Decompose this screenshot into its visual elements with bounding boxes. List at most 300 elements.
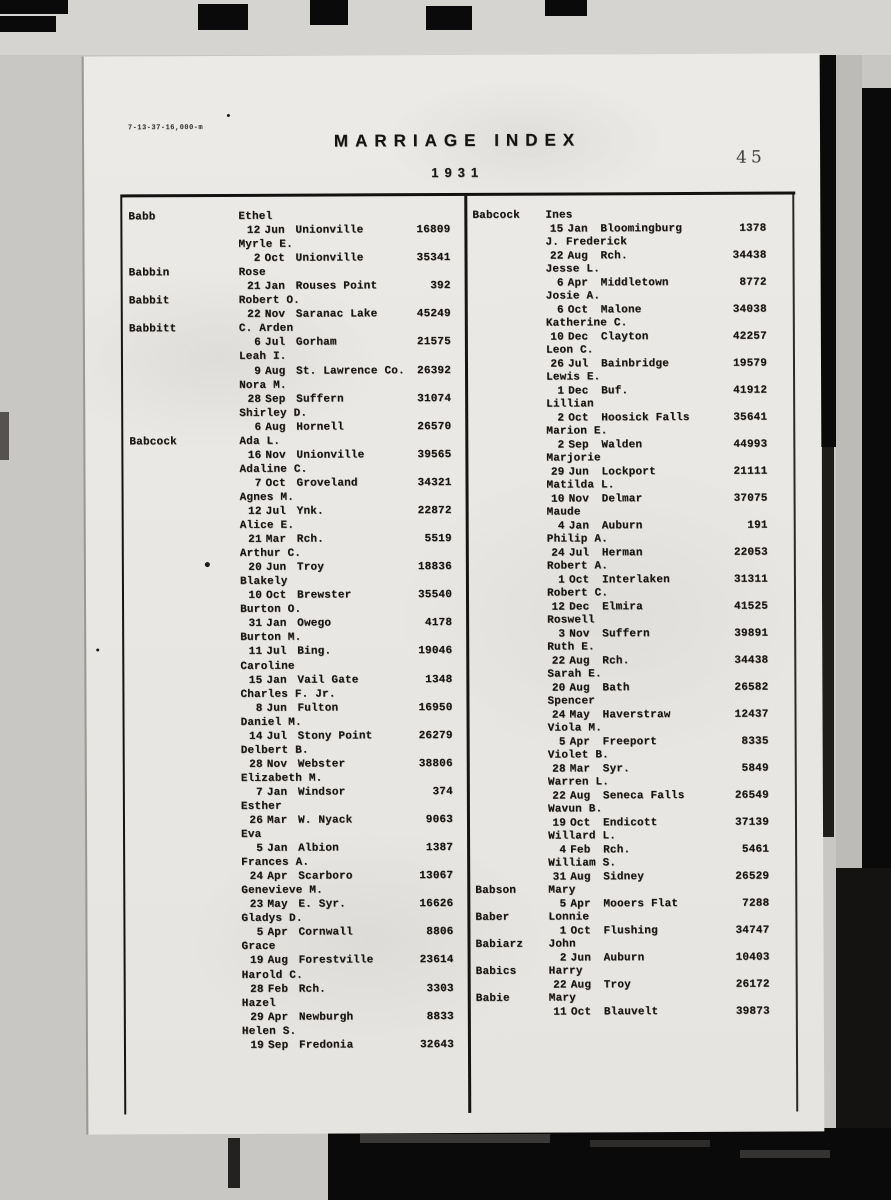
given-name: Elizabeth M. xyxy=(240,772,323,785)
entry-date-month: Jan xyxy=(568,519,590,532)
index-entry-detail-row xyxy=(123,814,461,830)
entry-date-day: 21 xyxy=(247,281,261,294)
surname-cell: Babcock xyxy=(472,209,520,222)
entry-place: Delmar xyxy=(601,492,643,505)
index-entry-name-row xyxy=(123,912,461,928)
entry-date-month: Jun xyxy=(264,224,285,237)
entry-date-month: Jun xyxy=(266,702,287,715)
entry-date-month: Sep xyxy=(265,393,286,406)
film-edge-mark xyxy=(310,0,348,25)
index-entry-detail-row xyxy=(121,280,459,296)
entry-place: Rch. xyxy=(602,654,630,667)
film-bottom-speckle xyxy=(360,1134,550,1143)
entry-date-day: 12 xyxy=(551,601,566,614)
index-entry-name-row xyxy=(121,463,459,479)
index-entry-detail-row xyxy=(471,897,798,912)
given-name: Burton O. xyxy=(240,603,302,617)
index-entry-name-row xyxy=(121,350,459,366)
entry-certificate-number: 45249 xyxy=(416,308,451,321)
index-entry-name-row xyxy=(122,659,460,675)
document-page xyxy=(82,53,825,1134)
given-name: Genevieve M. xyxy=(241,884,323,898)
entry-place: Syr. xyxy=(602,762,631,775)
index-entry-name-row xyxy=(123,772,461,788)
given-name: Lonnie xyxy=(548,911,590,924)
index-entry-name-row xyxy=(123,856,461,872)
index-entry-name-row xyxy=(470,532,797,547)
entry-date-month: Oct xyxy=(567,303,589,316)
entry-certificate-number: 39891 xyxy=(734,627,769,640)
index-entry-name-row xyxy=(469,263,796,278)
entry-place: Auburn xyxy=(601,519,643,532)
entry-date-month: Aug xyxy=(569,789,591,802)
index-entry-name-row xyxy=(472,991,799,1006)
index-entry-detail-row xyxy=(122,589,460,605)
entry-place: Sidney xyxy=(603,870,645,883)
index-entry-detail-row xyxy=(471,870,798,885)
entry-date-month: Nov xyxy=(266,758,288,771)
entry-place: Lockport xyxy=(601,465,656,478)
entry-place: Gorham xyxy=(295,336,337,350)
index-entry-name-row xyxy=(468,236,795,251)
entry-certificate-number: 39565 xyxy=(417,448,452,461)
index-column-left xyxy=(120,210,462,1054)
entry-date-day: 6 xyxy=(254,421,262,434)
entry-date-day: 23 xyxy=(249,899,264,912)
entry-date-day: 20 xyxy=(551,682,566,695)
entry-date-day: 2 xyxy=(557,439,565,452)
index-entry-name-row xyxy=(470,613,797,628)
given-name: J. Frederick xyxy=(545,236,628,249)
entry-date-day: 24 xyxy=(551,547,565,560)
index-entry-detail-row xyxy=(121,449,459,465)
entry-certificate-number: 32643 xyxy=(419,1038,454,1051)
film-edge-smudge xyxy=(0,412,9,460)
entry-certificate-number: 38806 xyxy=(418,757,453,770)
entry-certificate-number: 31074 xyxy=(417,392,452,405)
index-entry-detail-row xyxy=(471,708,798,723)
given-name: Violet B. xyxy=(547,749,609,762)
index-entry-detail-row xyxy=(470,519,797,534)
index-entry-detail-row xyxy=(121,336,459,352)
entry-date-day: 1 xyxy=(559,925,567,938)
film-corner-block xyxy=(836,868,891,1132)
index-entry-name-row xyxy=(469,425,796,440)
entry-certificate-number: 191 xyxy=(747,519,768,532)
film-bar-right-inner-lower xyxy=(822,447,834,837)
entry-certificate-number: 21111 xyxy=(733,465,768,478)
entry-certificate-number: 41912 xyxy=(733,384,768,397)
given-name: Ines xyxy=(545,209,573,222)
entry-date-day: 22 xyxy=(247,309,261,322)
entry-date-month: Oct xyxy=(568,411,589,424)
entry-certificate-number: 21575 xyxy=(416,336,451,349)
index-entry-name-row xyxy=(470,559,797,574)
index-entry-name-row xyxy=(472,937,799,952)
index-entry-name-row xyxy=(469,290,796,305)
entry-date-month: Aug xyxy=(267,955,289,968)
index-entry-name-row xyxy=(120,210,458,226)
index-entry-detail-row xyxy=(471,843,798,858)
entry-date-month: Jul xyxy=(266,730,288,743)
index-entry-detail-row xyxy=(472,978,799,993)
given-name: Wavun B. xyxy=(547,803,603,816)
entry-date-month: Apr xyxy=(567,276,589,289)
surname-cell: Babcock xyxy=(129,435,177,449)
entry-place: Mooers Flat xyxy=(603,897,679,910)
entry-certificate-number: 37075 xyxy=(733,492,768,505)
entry-certificate-number: 37139 xyxy=(734,816,770,829)
entry-certificate-number: 41525 xyxy=(734,600,769,613)
index-entry-name-row xyxy=(470,586,797,601)
index-entry-detail-row xyxy=(469,411,796,426)
film-bottom-mark xyxy=(228,1138,240,1188)
given-name: Lewis E. xyxy=(546,371,601,384)
surname-cell: Babiarz xyxy=(475,938,524,951)
index-entry-detail-row xyxy=(121,421,459,437)
entry-date-month: Jun xyxy=(265,561,287,574)
entry-date-month: Jun xyxy=(570,951,592,964)
entry-certificate-number: 34038 xyxy=(732,303,767,316)
given-name: Mary xyxy=(548,992,577,1005)
index-entry-detail-row xyxy=(124,1011,462,1027)
entry-place: Bath xyxy=(602,681,630,694)
entry-date-day: 3 xyxy=(558,628,566,641)
index-entry-detail-row xyxy=(469,357,796,372)
entry-certificate-number: 1387 xyxy=(425,842,454,855)
entry-date-day: 10 xyxy=(550,331,564,344)
index-entry-detail-row xyxy=(470,654,797,669)
entry-certificate-number: 34321 xyxy=(417,476,452,490)
index-entry-detail-row xyxy=(470,600,797,615)
entry-date-day: 10 xyxy=(550,493,565,506)
entry-place: Flushing xyxy=(603,924,658,937)
index-entry-name-row xyxy=(122,491,460,507)
entry-place: Fulton xyxy=(297,702,339,715)
index-entry-name-row xyxy=(124,968,462,984)
print-run-note: 7-13-37-16,000-m xyxy=(127,124,204,133)
entry-date-month: Aug xyxy=(265,421,286,434)
given-name: Frances A. xyxy=(241,856,310,870)
index-entry-name-row xyxy=(471,775,798,790)
entry-date-day: 6 xyxy=(254,337,261,350)
given-name: Robert O. xyxy=(238,294,300,308)
film-edge-mark xyxy=(545,0,587,16)
film-bar-right-outer xyxy=(862,88,891,870)
entry-date-month: Nov xyxy=(265,449,286,462)
entry-certificate-number: 35641 xyxy=(733,411,768,424)
entry-date-day: 19 xyxy=(249,955,264,968)
index-entry-detail-row xyxy=(469,303,796,318)
entry-certificate-number: 19579 xyxy=(732,357,768,370)
index-entry-detail-row xyxy=(470,681,797,696)
entry-certificate-number: 16626 xyxy=(419,898,454,911)
index-entry-detail-row xyxy=(471,762,798,777)
entry-date-month: Dec xyxy=(568,384,589,397)
index-entry-name-row xyxy=(121,294,459,310)
entry-certificate-number: 392 xyxy=(430,280,451,293)
entry-date-day: 24 xyxy=(551,709,566,722)
film-edge-mark xyxy=(0,0,68,14)
entry-date-month: Aug xyxy=(569,681,590,694)
index-entry-detail-row xyxy=(122,645,460,661)
index-entry-name-row xyxy=(470,505,797,520)
surname-cell: Babbit xyxy=(128,295,170,308)
entry-place: Vail Gate xyxy=(297,673,359,687)
entry-date-month: Aug xyxy=(569,654,590,667)
entry-certificate-number: 22053 xyxy=(733,546,768,559)
entry-place: Saranac Lake xyxy=(295,308,378,322)
entry-place: Windsor xyxy=(297,786,346,799)
entry-place: Newburgh xyxy=(298,1011,354,1024)
entry-place: Cornwall xyxy=(298,926,353,940)
entry-certificate-number: 4178 xyxy=(424,617,453,630)
entry-place: Albion xyxy=(298,842,339,855)
entry-date-day: 15 xyxy=(549,223,564,236)
index-entry-name-row xyxy=(471,910,798,925)
given-name: Mary xyxy=(548,884,576,897)
index-entry-detail-row xyxy=(469,438,796,453)
index-entry-detail-row xyxy=(122,533,460,549)
entry-place: Bloomingburg xyxy=(600,222,683,235)
index-entry-detail-row xyxy=(468,222,795,237)
entry-date-day: 28 xyxy=(250,983,264,996)
index-entry-detail-row xyxy=(124,954,462,970)
index-entry-detail-row xyxy=(470,492,797,507)
given-name: Blakely xyxy=(239,575,288,589)
entry-date-day: 16 xyxy=(247,449,262,462)
index-entry-detail-row xyxy=(121,364,459,380)
entry-date-month: Apr xyxy=(267,927,288,940)
index-entry-detail-row xyxy=(471,924,798,939)
entry-date-day: 12 xyxy=(246,224,261,237)
entry-place: Troy xyxy=(296,561,325,574)
entry-place: Rch. xyxy=(603,843,631,856)
entry-date-day: 31 xyxy=(248,618,263,631)
entry-certificate-number: 1378 xyxy=(739,222,767,235)
entry-certificate-number: 18836 xyxy=(417,561,452,574)
index-entry-detail-row xyxy=(121,252,459,268)
given-name: Maude xyxy=(546,506,581,519)
index-entry-detail-row xyxy=(471,735,798,750)
given-name: Ada L. xyxy=(239,435,281,448)
ink-dot xyxy=(227,114,230,117)
entry-date-month: Apr xyxy=(569,735,591,748)
given-name: Burton M. xyxy=(240,632,302,645)
entry-date-day: 28 xyxy=(249,758,263,771)
index-entry-name-row xyxy=(469,344,796,359)
entry-place: Groveland xyxy=(296,477,358,490)
entry-date-day: 7 xyxy=(256,786,263,799)
entry-certificate-number: 35341 xyxy=(416,252,451,265)
given-name: Rose xyxy=(238,267,266,280)
entry-date-month: Oct xyxy=(568,573,590,586)
index-entry-detail-row xyxy=(469,249,796,264)
entry-certificate-number: 19046 xyxy=(418,645,453,658)
index-entry-detail-row xyxy=(471,816,798,831)
entry-certificate-number: 26529 xyxy=(735,870,770,883)
given-name: Caroline xyxy=(240,660,295,673)
entry-date-day: 6 xyxy=(556,304,564,317)
entry-date-month: Jan xyxy=(264,280,286,294)
index-entry-name-row xyxy=(469,452,796,467)
entry-date-day: 12 xyxy=(248,505,262,518)
entry-date-month: Jan xyxy=(266,618,287,631)
index-entry-detail-row xyxy=(469,276,796,291)
entry-date-month: Aug xyxy=(570,870,591,883)
entry-place: E. Syr. xyxy=(298,898,346,911)
entry-certificate-number: 16809 xyxy=(416,224,451,237)
entry-certificate-number: 34747 xyxy=(735,924,770,937)
entry-date-day: 1 xyxy=(558,574,565,587)
index-entry-name-row xyxy=(124,1025,462,1041)
entry-place: Auburn xyxy=(603,951,645,964)
given-name: Ethel xyxy=(238,210,273,223)
surname-cell: Babb xyxy=(128,211,156,224)
entry-date-day: 28 xyxy=(552,763,566,776)
entry-date-day: 5 xyxy=(256,927,264,940)
entry-place: Haverstraw xyxy=(602,708,671,721)
given-name: Harry xyxy=(548,965,583,978)
entry-date-month: Feb xyxy=(267,983,289,996)
entry-date-month: Jul xyxy=(266,646,287,659)
entry-date-day: 4 xyxy=(557,520,565,533)
index-entry-detail-row xyxy=(122,561,460,577)
entry-date-month: Jul xyxy=(264,337,286,350)
film-edge-mark xyxy=(426,6,472,30)
index-entry-name-row xyxy=(471,883,798,898)
index-entry-detail-row xyxy=(122,702,460,718)
film-edge-mark xyxy=(0,16,56,32)
entry-place: Hoosick Falls xyxy=(601,411,690,424)
given-name: Marjorie xyxy=(546,452,601,465)
entry-date-day: 4 xyxy=(559,844,567,857)
entry-date-month: Jul xyxy=(568,546,590,559)
index-entry-name-row xyxy=(122,688,460,704)
given-name: Leah I. xyxy=(238,351,287,364)
given-name: Nora M. xyxy=(239,379,287,392)
index-entry-detail-row xyxy=(470,627,797,642)
index-column-right xyxy=(468,209,799,1020)
given-name: Hazel xyxy=(241,997,276,1010)
entry-date-month: Jun xyxy=(568,465,589,478)
entry-place: Clayton xyxy=(600,330,649,343)
entry-date-day: 24 xyxy=(249,871,264,884)
ink-dot xyxy=(96,649,99,652)
entry-place: Walden xyxy=(601,438,643,451)
entry-date-day: 29 xyxy=(550,466,565,479)
index-entry-detail-row xyxy=(121,477,459,493)
entry-certificate-number: 374 xyxy=(432,785,453,799)
entry-date-month: Nov xyxy=(264,309,286,322)
entry-certificate-number: 35540 xyxy=(417,589,453,602)
entry-place: Middletown xyxy=(600,276,669,289)
entry-place: Interlaken xyxy=(601,573,670,586)
index-entry-name-row xyxy=(123,884,461,900)
given-name: Alice E. xyxy=(239,519,295,532)
index-entry-name-row xyxy=(470,694,797,709)
entry-date-month: Apr xyxy=(570,897,591,910)
given-name: Arthur C. xyxy=(239,547,302,561)
index-entry-name-row xyxy=(471,856,798,871)
entry-date-month: Apr xyxy=(267,1011,289,1024)
index-entry-name-row xyxy=(469,317,796,332)
index-entry-name-row xyxy=(120,238,458,254)
entry-place: Forestville xyxy=(298,954,374,968)
page-year: 1931 xyxy=(431,164,485,181)
film-bottom-speckle xyxy=(590,1140,710,1147)
given-name: Viola M. xyxy=(547,722,603,735)
entry-date-month: Mar xyxy=(569,762,591,775)
entry-date-month: Sep xyxy=(568,438,589,451)
given-name: Adaline C. xyxy=(239,463,308,476)
entry-certificate-number: 8335 xyxy=(741,735,769,748)
entry-date-month: Oct xyxy=(264,252,285,265)
index-entry-detail-row xyxy=(469,465,796,480)
index-entry-detail-row xyxy=(469,330,796,345)
entry-date-month: May xyxy=(267,899,288,912)
entry-date-day: 20 xyxy=(248,562,262,575)
entry-place: Herman xyxy=(601,546,643,559)
given-name: John xyxy=(548,938,576,951)
entry-date-day: 1 xyxy=(557,385,565,398)
entry-date-day: 10 xyxy=(248,590,263,603)
entry-date-day: 7 xyxy=(254,477,262,490)
entry-certificate-number: 26279 xyxy=(418,729,453,742)
film-bar-right-inner xyxy=(819,55,836,447)
given-name: Eva xyxy=(241,828,262,841)
entry-certificate-number: 8772 xyxy=(739,276,767,289)
entry-place: Unionville xyxy=(295,252,364,265)
index-entry-name-row xyxy=(121,407,459,423)
entry-place: Elmira xyxy=(602,600,643,613)
film-edge-mark xyxy=(198,4,248,30)
given-name: Roswell xyxy=(547,614,595,627)
given-name: Helen S. xyxy=(241,1025,297,1038)
index-entry-detail-row xyxy=(472,951,799,966)
entry-place: Rouses Point xyxy=(295,280,378,293)
given-name: Marion E. xyxy=(546,425,608,438)
entry-place: Endicott xyxy=(602,816,658,829)
index-entry-name-row xyxy=(123,716,461,732)
entry-date-day: 5 xyxy=(256,842,264,855)
given-name: Katherine C. xyxy=(545,317,628,330)
entry-date-month: Aug xyxy=(265,365,286,378)
index-entry-name-row xyxy=(470,479,797,494)
entry-date-day: 19 xyxy=(250,1039,264,1052)
entry-place: Freeport xyxy=(602,735,658,748)
given-name: Spencer xyxy=(547,695,596,708)
entry-date-month: Nov xyxy=(568,492,590,505)
entry-certificate-number: 26549 xyxy=(734,789,769,802)
given-name: Sarah E. xyxy=(547,668,602,681)
index-entry-detail-row xyxy=(124,983,462,999)
entry-place: Scarboro xyxy=(298,870,353,883)
page-number: 45 xyxy=(736,147,766,168)
given-name: Gladys D. xyxy=(241,913,303,926)
entry-date-day: 26 xyxy=(550,358,565,371)
entry-certificate-number: 22872 xyxy=(417,504,452,518)
entry-place: Rch. xyxy=(600,249,628,262)
index-entry-detail-row xyxy=(470,573,797,588)
index-entry-detail-row xyxy=(122,505,460,521)
index-entry-detail-row xyxy=(124,1039,462,1055)
entry-date-day: 9 xyxy=(254,365,262,378)
entry-place: Owego xyxy=(297,617,332,631)
entry-certificate-number: 7288 xyxy=(742,897,770,910)
index-entry-name-row xyxy=(469,398,796,413)
given-name: Philip A. xyxy=(546,533,609,546)
